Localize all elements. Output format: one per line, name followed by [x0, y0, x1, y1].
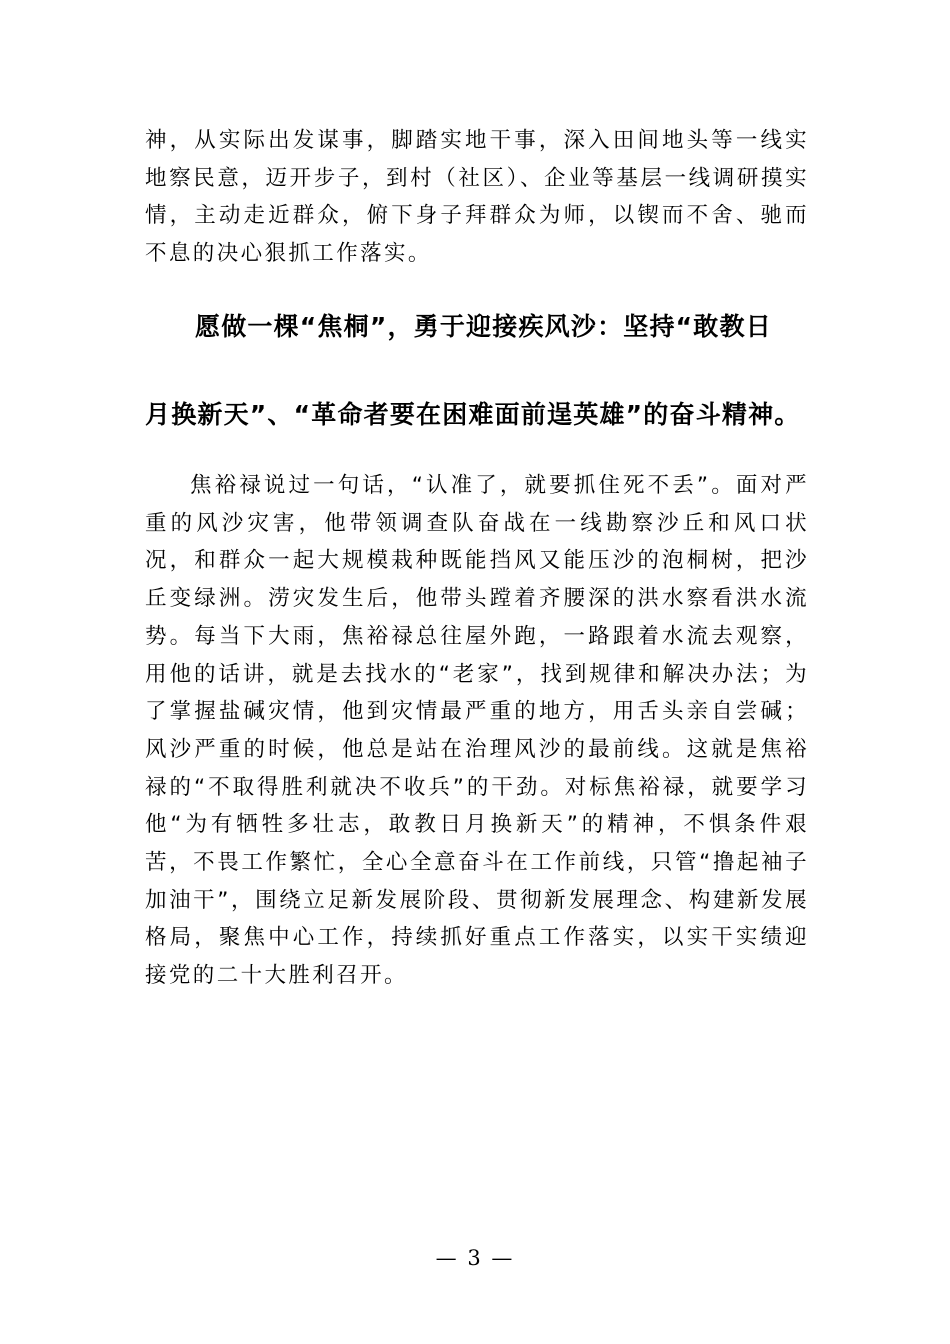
page-number: — 3 —: [435, 1246, 515, 1270]
section-heading-line: 月换新天”、“革命者要在困难面前逞英雄”的奋斗精神。: [145, 400, 801, 429]
section-heading: [145, 283, 825, 459]
body-paragraph: 神，从实际出发谋事，脚踏实地干事，深入田间地头等一线实地察民意，迈开步子，到村（社区）、企业等基层一线调研摸实情，主动走近群众，俯下身子拜群众为师，以锲而不舍、驰而不息的决心狠抓工作落实。: [145, 128, 809, 267]
section-heading-line: 愿做一棵“焦桐”，勇于迎接疾风沙：坚持“敢教日: [195, 312, 772, 341]
body-paragraph: 焦裕禄说过一句话，“认准了，就要抓住死不丢”。面对严重的风沙灾害，他带领调查队奋战在一线勘察沙丘和风口状况，和群众一起大规模栽种既能挡风又能压沙的泡桐树，把沙丘变绿洲。涝灾发生后，他带头蹚着齐腰深的洪水察看洪水流势。每当下大雨，焦裕禄总往屋外跑，一路跟着水流去观察，用他的话讲，就是去找水的“老家”，找到规律和解决办法；为了掌握盐碱灾情，他到灾情最严重的地方，用舌头亲自尝碱；风沙严重的时候，他总是站在治理风沙的最前线。这就是焦裕禄的“不取得胜利就决不收兵”的干劲。对标焦裕禄，就要学习他“为有牺牲多壮志，敢教日月换新天”的精神，不惧条件艰苦，不畏工作繁忙，全心全意奋斗在工作前线，只管“撸起袖子加油干”，围绕立足新发展阶段、贯彻新发展理念、构建新发展格局，聚焦中心工作，持续抓好重点工作落实，以实干实绩迎接党的二十大胜利召开。: [145, 473, 809, 989]
